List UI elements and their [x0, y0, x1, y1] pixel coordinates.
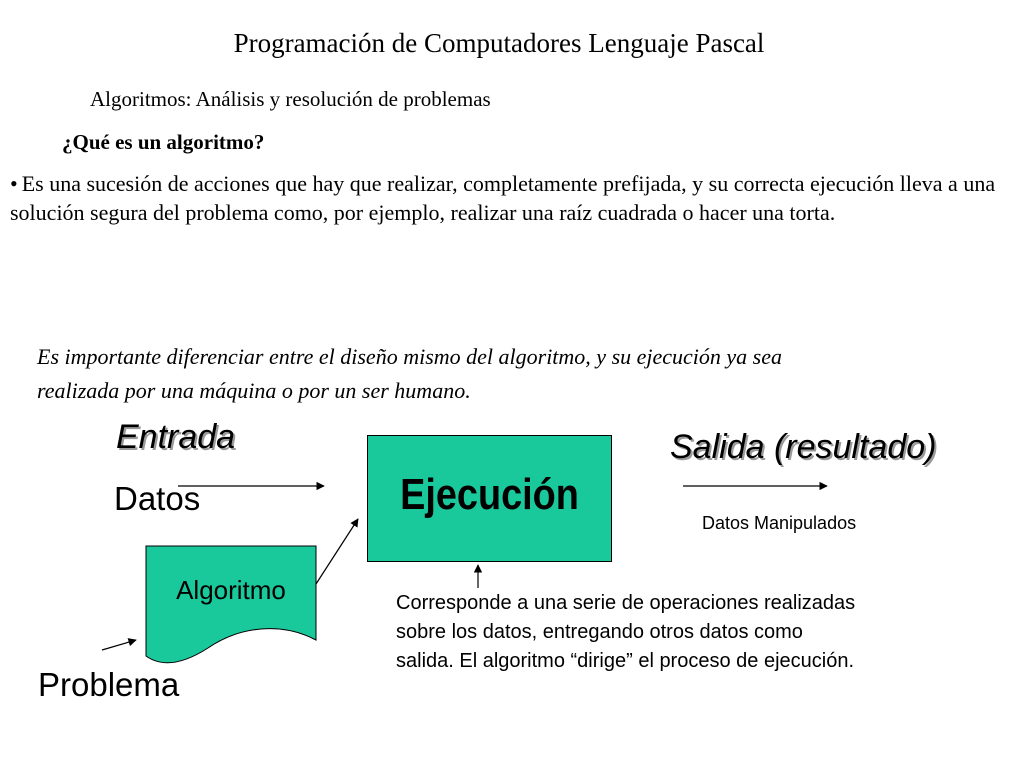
- algoritmo-arrow: [316, 519, 358, 584]
- datos-label: Datos: [114, 480, 201, 517]
- ejecucion-description: Corresponde a una serie de operaciones realizadas sobre los datos, entregando otros datos como salida. El algoritmo “dirige” el proceso de ejecución.: [396, 592, 856, 672]
- entrada-label: Entrada: [116, 418, 236, 456]
- algoritmo-label: Algoritmo: [176, 575, 286, 605]
- bullet-icon: •: [10, 171, 18, 196]
- definition-text: Es una sucesión de acciones que hay que realizar, completamente prefijada, y su correcta ejecución lleva a una solución segura del problema como, por ejemplo, realizar una raíz cuadrada o hacer una torta.: [10, 171, 996, 225]
- ejecucion-label: Ejecución: [400, 470, 579, 519]
- problema-arrow: [102, 640, 136, 650]
- ejecucion-box: [367, 435, 612, 562]
- slide-title: Programación de Computadores Lenguaje Pascal: [233, 28, 765, 58]
- italic-note: Es importante diferenciar entre el diseño mismo del algoritmo, y su ejecución ya sea realizada por una máquina o por un ser humano.: [37, 344, 783, 403]
- datos-manipulados-label: Datos Manipulados: [702, 513, 857, 533]
- question-heading: ¿Qué es un algoritmo?: [62, 130, 265, 154]
- salida-label: Salida (resultado): [670, 428, 937, 466]
- problema-label: Problema: [38, 666, 180, 703]
- slide-subtitle: Algoritmos: Análisis y resolución de problemas: [90, 87, 491, 111]
